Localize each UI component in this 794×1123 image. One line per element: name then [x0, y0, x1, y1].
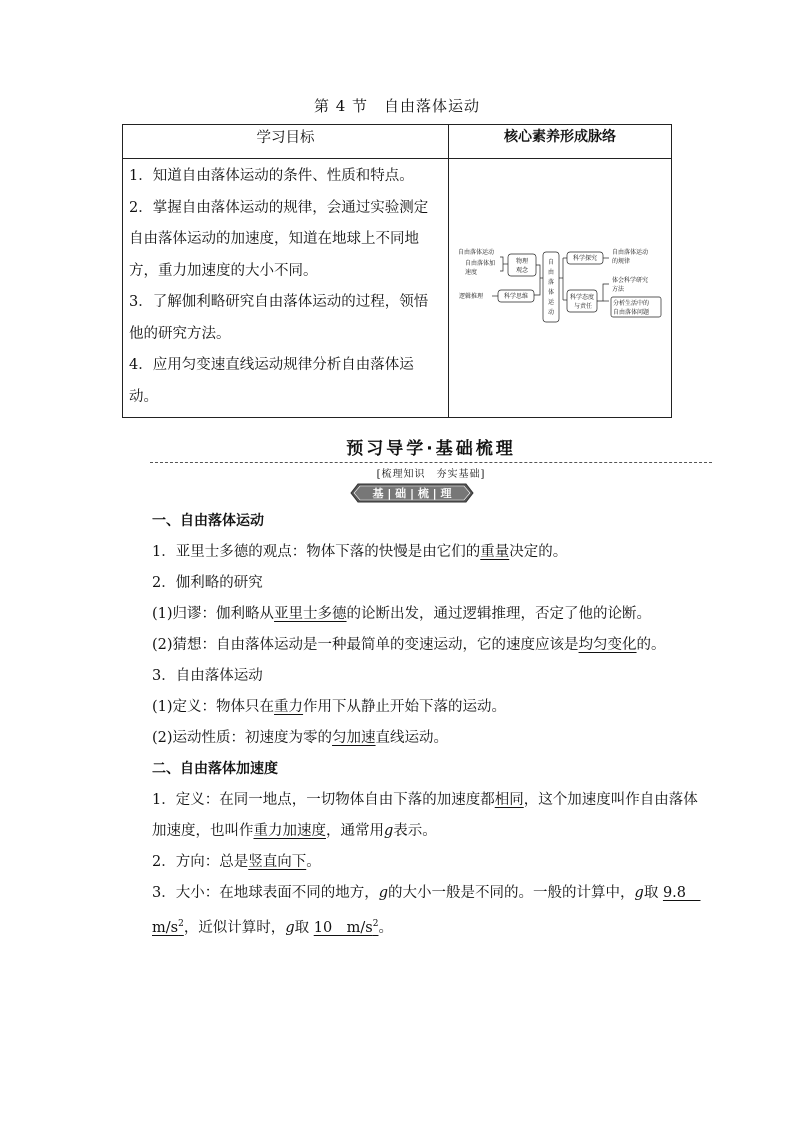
diagram-node: 动 [548, 309, 555, 316]
diagram-node: 自由落体运动 [612, 249, 649, 256]
banner-divider [150, 462, 712, 463]
section-banner [150, 434, 712, 480]
diagram-node: 体会科学研究 [612, 277, 649, 284]
diagram-node: 分析生活中的 [613, 300, 650, 307]
paragraph: (2)运动性质：初速度为零的匀加速直线运动。 [152, 730, 449, 746]
diagram-node: 自由落体问题 [613, 309, 650, 316]
content-body [120, 506, 706, 944]
paragraph: 1．定义：在同一地点，一切物体自由下落的加速度都相同，这个加速度叫作自由落体加速度，也叫作重力加速度，通常用g表示。 [152, 792, 698, 839]
diagram-node: 物理 [516, 258, 529, 265]
goals-cell [123, 159, 449, 418]
goal-item: 1．知道自由落体运动的条件、性质和特点。 [129, 168, 414, 184]
literacy-header: 核心素养形成脉络 [449, 125, 672, 159]
heading-acceleration: 二、自由落体加速度 [152, 761, 278, 777]
paragraph: (2)猜想：自由落体运动是一种最简单的变速运动，它的速度应该是均匀变化的。 [152, 637, 666, 653]
diagram-node: 科学态度 [570, 294, 595, 301]
goal-item: 2．掌握自由落体运动的规律，会通过实验测定自由落体运动的加速度，知道在地球上不同地方，重力加速度的大小不同。 [129, 199, 429, 279]
literacy-diagram [450, 160, 670, 408]
diagram-node: 科学思维 [504, 293, 529, 300]
basics-tag-label: 基 | 础 | 梳 | 理 [372, 487, 452, 500]
goal-item: 3．了解伽利略研究自由落体运动的过程，领悟他的研究方法。 [129, 294, 429, 342]
heading-free-fall: 一、自由落体运动 [152, 513, 264, 529]
paragraph: 2．伽利略的研究 [152, 575, 263, 591]
diagram-node: 观念 [516, 267, 529, 274]
diagram-node: 体 [548, 289, 555, 296]
goal-item: 4．应用匀变速直线运动规律分析自由落体运动。 [129, 357, 414, 405]
literacy-diagram-cell [449, 159, 672, 418]
paragraph: (1)归谬：伽利略从亚里士多德的论断出发，通过逻辑推理，否定了他的论断。 [152, 606, 652, 622]
diagram-node: 自 [548, 259, 555, 266]
diagram-node: 落 [548, 279, 555, 286]
banner-title: 预习导学·基础梳理 [346, 439, 516, 459]
basics-tag [350, 483, 474, 503]
diagram-node: 逻辑推理 [459, 293, 484, 300]
diagram-node: 自由落体运动 [458, 249, 495, 256]
diagram-node: 由 [548, 269, 555, 276]
diagram-node: 自由落体加 [465, 260, 496, 267]
section-title: 第 4 节 自由落体运动 [313, 97, 481, 115]
diagram-node: 方法 [612, 286, 625, 293]
banner-subtitle: [梳理知识 夯实基础] [376, 469, 486, 480]
learning-goals-table [122, 124, 672, 418]
paragraph: 1．亚里士多德的观点：物体下落的快慢是由它们的重量决定的。 [152, 544, 568, 560]
diagram-node: 科学探究 [573, 255, 598, 262]
paragraph: 2．方向：总是竖直向下。 [152, 854, 321, 870]
paragraph: 3．自由落体运动 [152, 668, 263, 684]
diagram-node: 速度 [465, 269, 478, 276]
paragraph: 3．大小：在地球表面不同的地方，g的大小一般是不同的。一般的计算中，g取 9.8 $m/s^2$，近似计算时，g取 10 $m/s^2$。 [152, 885, 701, 936]
diagram-node: 的规律 [612, 258, 631, 265]
goals-header: 学习目标 [123, 125, 449, 159]
diagram-node: 与责任 [574, 303, 593, 310]
diagram-node: 运 [548, 299, 555, 306]
paragraph: (1)定义：物体只在重力作用下从静止开始下落的运动。 [152, 699, 507, 715]
